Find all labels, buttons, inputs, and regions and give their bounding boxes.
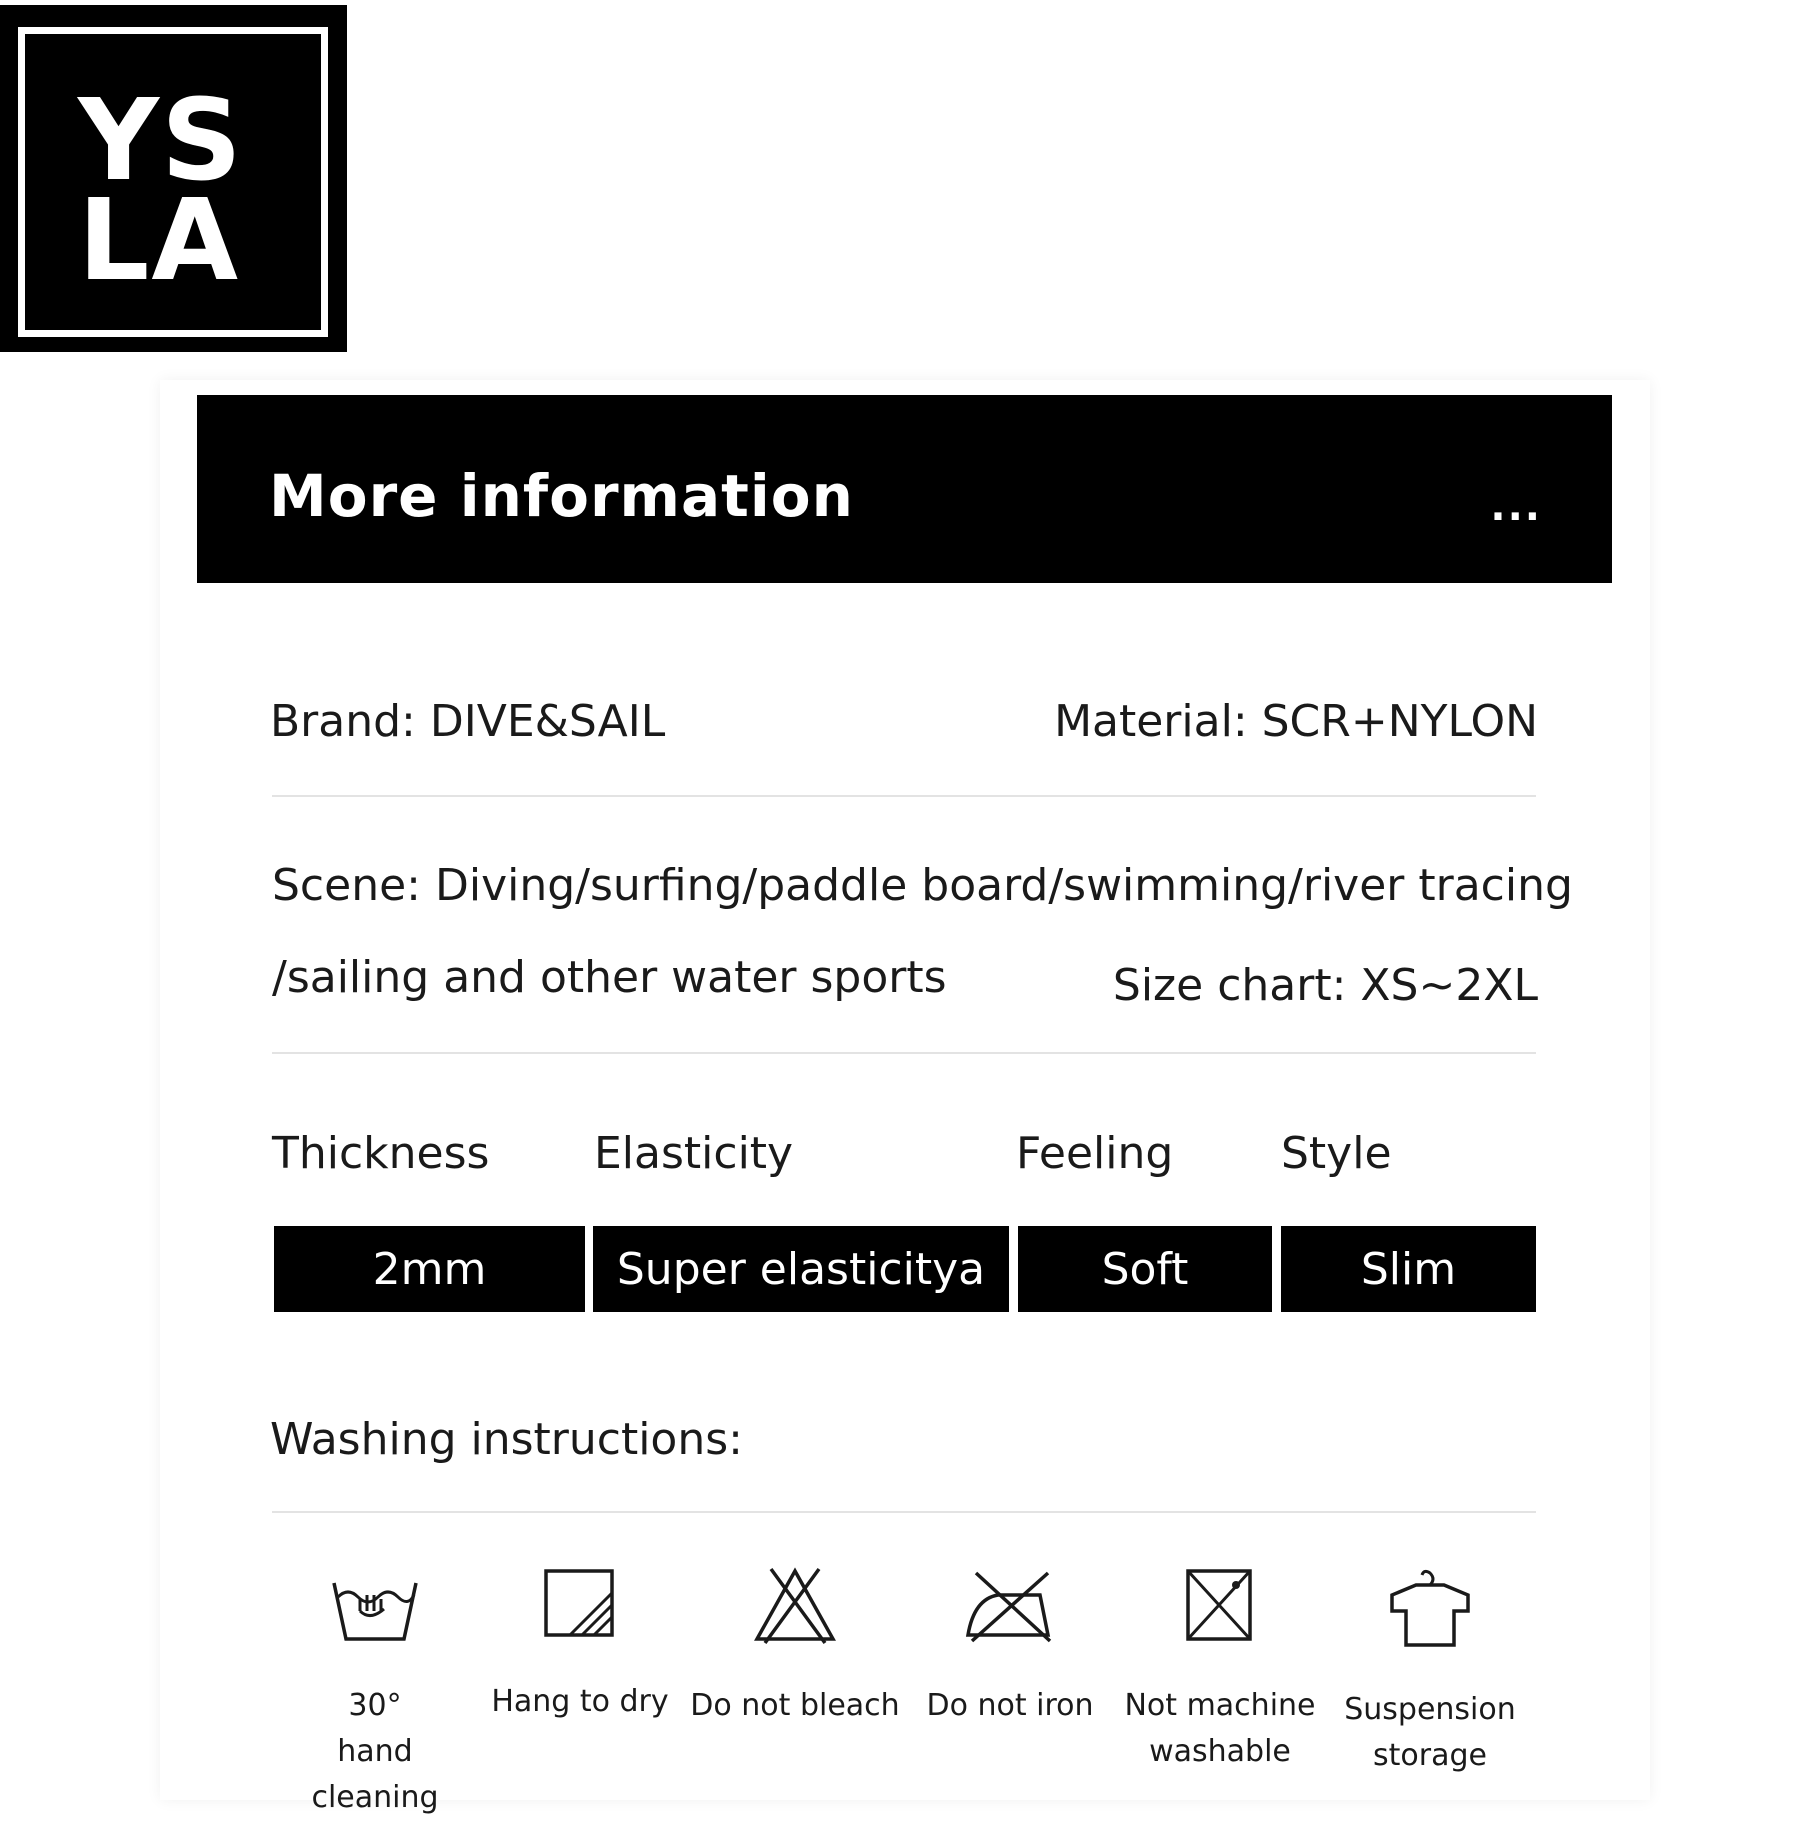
wash-item-hang-to-dry bbox=[475, 1565, 685, 1725]
material-text: Material: SCR+NYLON bbox=[1054, 696, 1538, 747]
suspension-storage-icon bbox=[1388, 1565, 1472, 1649]
wash-label-not-machine-washable: Not machine washable bbox=[1124, 1688, 1316, 1769]
scene-text-line2: /sailing and other water sports bbox=[272, 952, 947, 1003]
do-not-bleach-icon bbox=[753, 1565, 837, 1645]
wash-item-do-not-bleach bbox=[690, 1565, 900, 1729]
divider bbox=[272, 1511, 1536, 1513]
attribute-value-style: Slim bbox=[1281, 1226, 1536, 1312]
logo-text-line1: YS bbox=[78, 76, 244, 206]
wash-label-hand-cleaning: 30° hand cleaning bbox=[311, 1688, 439, 1815]
attribute-label-thickness: Thickness bbox=[272, 1128, 490, 1179]
do-not-iron-icon bbox=[962, 1565, 1058, 1645]
attribute-label-feeling: Feeling bbox=[1016, 1128, 1174, 1179]
hang-to-dry-icon bbox=[540, 1565, 620, 1641]
divider bbox=[272, 1052, 1536, 1054]
size-chart-text: Size chart: XS~2XL bbox=[1112, 960, 1538, 1011]
wash-item-not-machine-washable bbox=[1115, 1565, 1325, 1775]
hand-wash-30-icon bbox=[330, 1565, 420, 1645]
attribute-value-feeling: Soft bbox=[1018, 1226, 1272, 1312]
wash-item-do-not-iron bbox=[905, 1565, 1115, 1729]
attribute-label-style: Style bbox=[1281, 1128, 1392, 1179]
wash-label-hang-to-dry: Hang to dry bbox=[491, 1684, 669, 1719]
header-title: More information bbox=[269, 462, 854, 530]
divider bbox=[272, 795, 1536, 797]
brand-text: Brand: DIVE&SAIL bbox=[270, 696, 666, 747]
brand-logo bbox=[0, 5, 347, 352]
scene-text-line1: Scene: Diving/surfing/paddle board/swimming/river tracing bbox=[272, 860, 1573, 911]
info-header bbox=[197, 395, 1612, 583]
wash-label-do-not-iron: Do not iron bbox=[926, 1688, 1094, 1723]
logo-text-line2: LA bbox=[78, 176, 241, 306]
wash-label-suspension-storage: Suspension storage bbox=[1344, 1692, 1516, 1773]
attribute-value-thickness: 2mm bbox=[274, 1226, 585, 1312]
attribute-value-elasticity: Super elasticitya bbox=[593, 1226, 1009, 1312]
wash-item-suspension-storage bbox=[1325, 1565, 1535, 1779]
washing-instructions-title: Washing instructions: bbox=[270, 1414, 743, 1465]
attribute-label-elasticity: Elasticity bbox=[594, 1128, 794, 1179]
wash-label-do-not-bleach: Do not bleach bbox=[690, 1688, 900, 1723]
not-machine-washable-icon bbox=[1182, 1565, 1258, 1645]
more-menu-icon[interactable]: ... bbox=[1490, 484, 1542, 530]
wash-item-hand-wash bbox=[270, 1565, 480, 1821]
